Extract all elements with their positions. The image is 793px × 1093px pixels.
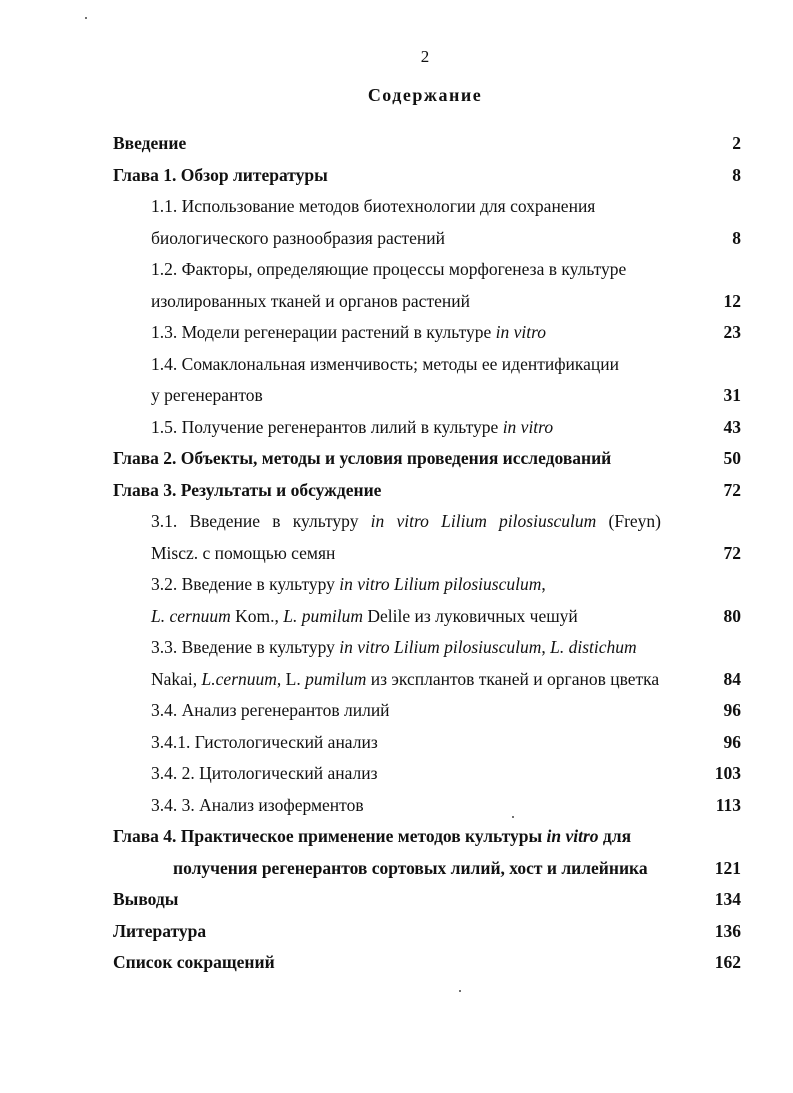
toc-entry-text: [151, 569, 546, 601]
toc-entry-italic-part: in vitro: [546, 826, 599, 846]
toc-entry-part: 1.3. Модели регенерации растений в культуре: [151, 322, 496, 342]
toc-entry-text: получения регенерантов сортовых лилий, хост и лилейника: [173, 857, 648, 878]
toc-entry: [0, 821, 793, 853]
toc-page-number: 84: [723, 668, 741, 689]
toc-entry: [0, 317, 793, 349]
toc-entry: [0, 853, 793, 885]
toc-entry-italic-part: L. pumilum: [283, 605, 363, 626]
toc-entry-italic-part: pumilum: [305, 668, 367, 689]
toc-entry-text: 3.4. 2. Цитологический анализ: [151, 763, 378, 783]
toc-entry-italic-part: L. distichum: [550, 637, 637, 657]
toc-page-number: 50: [723, 448, 741, 468]
toc-entry-part: для: [598, 826, 632, 846]
scan-speck: [85, 17, 87, 19]
toc-entry: [0, 254, 793, 286]
toc-entry: [0, 664, 793, 696]
toc-entry: [0, 443, 793, 475]
toc-entry-text: [151, 412, 553, 444]
toc-entry: [0, 538, 793, 570]
toc-entry: [0, 191, 793, 223]
toc-entry-text: 1.2. Факторы, определяющие процессы морфогенеза в культуре: [151, 259, 627, 279]
toc-page-number: 31: [723, 385, 741, 405]
toc-page-number: 103: [714, 763, 741, 783]
toc-entry-text: Литература: [113, 920, 207, 941]
toc-page-number: 72: [723, 542, 741, 563]
toc-entry-text: [151, 632, 637, 664]
toc-entry: [0, 916, 793, 948]
toc-entry-part: , L.: [276, 668, 306, 689]
toc-entry-italic-part: in vitro: [502, 416, 554, 437]
table-of-contents: [0, 128, 793, 979]
toc-page-number: 162: [714, 952, 741, 972]
toc-entry-part: Kom.,: [230, 605, 284, 626]
toc-entry-part: (Freyn): [596, 511, 662, 531]
toc-entry-text: 3.4. 3. Анализ изоферментов: [151, 794, 364, 815]
toc-page-number: 80: [723, 605, 741, 626]
toc-entry: [0, 475, 793, 507]
toc-entry-text: Введение: [113, 133, 187, 153]
toc-entry: [0, 632, 793, 664]
toc-entry-text: у регенерантов: [151, 385, 263, 405]
toc-entry-text: биологического разнообразия растений: [151, 227, 446, 248]
toc-entry-text: 3.4.1. Гистологический анализ: [151, 731, 378, 752]
toc-entry-italic-part: in vitro: [495, 322, 547, 342]
toc-page-number: 134: [714, 889, 741, 909]
toc-entry-part: ,: [541, 637, 551, 657]
toc-entry-text: [151, 601, 578, 633]
toc-entry: [0, 695, 793, 727]
toc-entry-text: Глава 2. Объекты, методы и условия проведения исследований: [113, 448, 612, 468]
toc-entry-text: изолированных тканей и органов растений: [151, 290, 470, 311]
toc-entry-text: 1.1. Использование методов биотехнологии для сохранения: [151, 196, 596, 216]
page-number: 2: [420, 47, 430, 66]
toc-entry: [0, 884, 793, 916]
toc-entry: [0, 349, 793, 381]
toc-entry: [0, 380, 793, 412]
toc-page-number: 8: [732, 164, 741, 185]
toc-entry-text: Список сокращений: [113, 952, 275, 972]
toc-entry: [0, 947, 793, 979]
toc-entry-part: Nakai,: [151, 668, 202, 689]
toc-entry-part: из эксплантов тканей и органов цветка: [366, 668, 660, 689]
toc-entry: [0, 128, 793, 160]
scan-speck: [512, 816, 514, 818]
toc-entry: [0, 601, 793, 633]
toc-entry-text: [151, 664, 659, 696]
toc-page-number: 113: [715, 794, 741, 815]
toc-entry-part: Глава 4. Практическое применение методов культуры: [113, 826, 547, 846]
toc-entry: [0, 758, 793, 790]
toc-entry-part: 3.2. Введение в культуру: [151, 574, 340, 594]
toc-entry-text: Miscz. с помощью семян: [151, 542, 336, 563]
toc-page-number: 23: [723, 322, 741, 342]
toc-entry-text: 1.4. Сомаклональная изменчивость; методы ее идентификации: [151, 353, 620, 374]
toc-entry-italic-part: in vitro Lilium pilosiusculum: [370, 511, 597, 531]
toc-entry-part: 3.3. Введение в культуру: [151, 637, 340, 657]
toc-page-number: 12: [723, 290, 741, 311]
toc-entry-part: ,: [541, 574, 546, 594]
toc-entry-part: Delile из луковичных чешуй: [362, 605, 578, 626]
toc-entry: [0, 286, 793, 318]
toc-entry: [0, 506, 793, 538]
toc-entry-text: [151, 317, 546, 349]
toc-entry-italic-part: in vitro Lilium pilosiusculum: [339, 637, 542, 657]
toc-entry-text: [151, 506, 661, 538]
toc-entry: [0, 569, 793, 601]
toc-entry: [0, 160, 793, 192]
toc-entry-italic-part: L. cernuum: [151, 605, 231, 626]
toc-entry-italic-part: L.cernuum: [201, 668, 277, 689]
toc-entry-text: Выводы: [113, 889, 179, 909]
toc-page-number: 121: [714, 857, 741, 878]
toc-page-number: 96: [723, 731, 741, 752]
toc-entry-text: 3.4. Анализ регенерантов лилий: [151, 700, 390, 720]
toc-entry: [0, 790, 793, 822]
toc-page-number: 8: [732, 227, 741, 248]
toc-entry-text: [113, 821, 631, 853]
toc-entry: [0, 727, 793, 759]
toc-title: Содержание: [367, 85, 483, 105]
toc-entry: [0, 412, 793, 444]
toc-entry-part: 3.1. Введение в культуру: [151, 511, 371, 531]
toc-page-number: 43: [723, 416, 741, 437]
toc-page-number: 96: [723, 700, 741, 720]
toc-entry: [0, 223, 793, 255]
toc-entry-text: Глава 1. Обзор литературы: [113, 164, 328, 185]
toc-entry-italic-part: in vitro Lilium pilosiusculum: [339, 574, 542, 594]
toc-page-number: 2: [732, 133, 741, 153]
toc-entry-part: 1.5. Получение регенерантов лилий в культуре: [151, 416, 503, 437]
toc-page-number: 136: [714, 920, 741, 941]
toc-entry-text: Глава 3. Результаты и обсуждение: [113, 479, 382, 500]
scan-speck: [459, 990, 461, 992]
toc-page-number: 72: [723, 479, 741, 500]
